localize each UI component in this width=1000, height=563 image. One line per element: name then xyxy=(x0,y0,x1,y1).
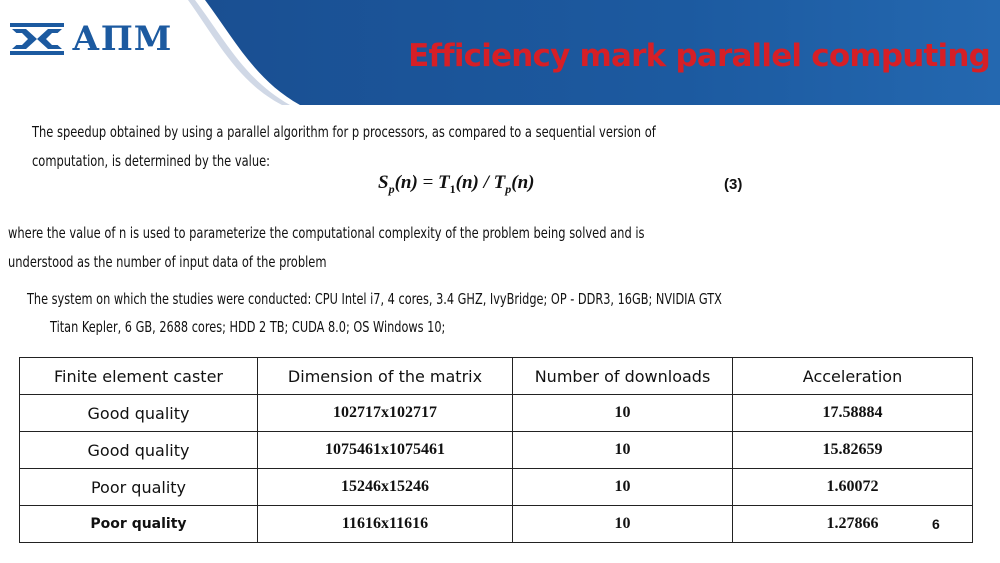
results-table xyxy=(19,357,973,543)
paragraph-system-line1: The system on which the studies were conducted: CPU Intel i7, 4 cores, 3.4 GHZ, IvyBridge; OP - DDR3, 16GB; NVIDIA GTX xyxy=(27,290,722,308)
cell-acceleration: 1.27866 xyxy=(733,506,973,543)
logo-emblem-icon xyxy=(10,23,64,55)
formula-t1: T xyxy=(438,172,450,193)
header-acceleration: Acceleration xyxy=(733,358,973,395)
table-row xyxy=(20,432,973,469)
logo-text: АПМ xyxy=(72,19,173,59)
header-matrix-dimension: Dimension of the matrix xyxy=(258,358,513,395)
formula-s-subscript: p xyxy=(388,181,395,196)
cell-caster-quality: Good quality xyxy=(20,432,258,469)
company-logo xyxy=(10,19,173,59)
page-number: 6 xyxy=(932,516,940,532)
cell-matrix-dimension: 102717x102717 xyxy=(258,395,513,432)
formula-equals: = xyxy=(422,172,434,193)
cell-downloads: 10 xyxy=(513,432,733,469)
slide-title: Efficiency mark parallel computing xyxy=(408,38,990,74)
cell-acceleration: 15.82659 xyxy=(733,432,973,469)
table-row xyxy=(20,395,973,432)
table-row xyxy=(20,506,973,543)
cell-caster-quality: Poor quality xyxy=(20,469,258,506)
cell-caster-quality: Poor quality xyxy=(20,506,258,543)
table-row xyxy=(20,469,973,506)
paragraph-complexity-line2: understood as the number of input data of the problem xyxy=(8,253,327,271)
paragraph-complexity-line1: where the value of n is used to parameterize the computational complexity of the problem being solved and is xyxy=(8,224,645,242)
cell-downloads: 10 xyxy=(513,506,733,543)
cell-caster-quality: Good quality xyxy=(20,395,258,432)
paragraph-speedup-line2: computation, is determined by the value: xyxy=(32,152,271,170)
formula-tp: T xyxy=(493,172,506,193)
formula-s-arg: (n) xyxy=(394,172,418,193)
cell-downloads: 10 xyxy=(513,469,733,506)
cell-acceleration: 1.60072 xyxy=(733,469,973,506)
cell-acceleration: 17.58884 xyxy=(733,395,973,432)
table-header-row xyxy=(20,358,973,395)
equation-number: (3) xyxy=(724,176,743,193)
paragraph-speedup-line1: The speedup obtained by using a parallel algorithm for p processors, as compared to a sequential version of xyxy=(32,123,656,141)
paragraph-system-line2: Titan Kepler, 6 GB, 2688 cores; HDD 2 TB; CUDA 8.0; OS Windows 10; xyxy=(50,318,446,336)
cell-matrix-dimension: 15246x15246 xyxy=(258,469,513,506)
cell-downloads: 10 xyxy=(513,395,733,432)
header-finite-element-caster: Finite element caster xyxy=(20,358,258,395)
formula-slash: / xyxy=(483,172,489,193)
cell-matrix-dimension: 1075461x1075461 xyxy=(258,432,513,469)
speedup-formula xyxy=(378,172,535,197)
formula-tp-arg: (n) xyxy=(511,172,535,193)
formula-t1-arg: (n) xyxy=(455,172,479,193)
cell-matrix-dimension: 11616x11616 xyxy=(258,506,513,543)
header-number-of-downloads: Number of downloads xyxy=(513,358,733,395)
formula-tp-subscript: p xyxy=(505,181,512,196)
formula-s: S xyxy=(378,172,389,193)
formula-t1-subscript: 1 xyxy=(449,181,456,196)
